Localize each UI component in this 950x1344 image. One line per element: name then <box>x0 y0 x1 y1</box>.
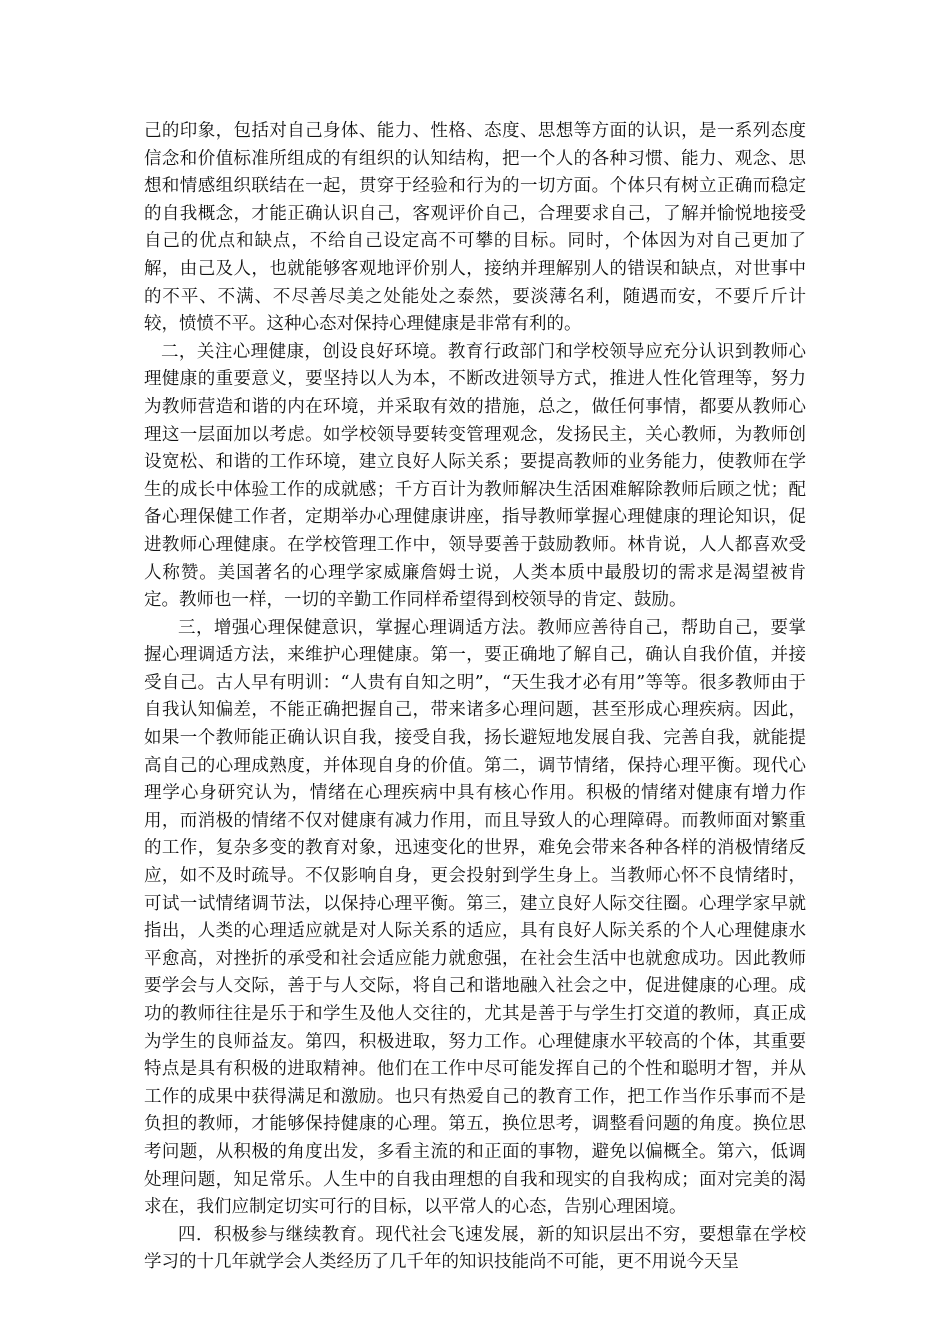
paragraph-section-four: 四．积极参与继续教育。现代社会飞速发展，新的知识层出不穷，要想靠在学校学习的十几年就学会人类经历了几千年的知识技能尚不可能，更不用说今天呈 <box>144 1224 806 1273</box>
document-page <box>144 118 806 1277</box>
paragraph-section-two: 二，关注心理健康，创设良好环境。教育行政部门和学校领导应充分认识到教师心理健康的重要意义，要坚持以人为本，不断改进领导方式，推进人性化管理等，努力为教师营造和谐的内在环境，并采取有效的措施，总之，做任何事情，都要从教师心理这一层面加以考虑。如学校领导要转变管理观念，发扬民主，关心教师，为教师创设宽松、和谐的工作环境，建立良好人际关系；要提高教师的业务能力，使教师在学生的成长中体验工作的成就感；千方百计为教师解决生活困难解除教师后顾之忧；配备心理保健工作者，定期举办心理健康讲座，指导教师掌握心理健康的理论知识，促进教师心理健康。在学校管理工作中，领导要善于鼓励教师。林肯说，人人都喜欢受人称赞。美国著名的心理学家威廉詹姆士说，人类本质中最殷切的需求是渴望被肯定。教师也一样，一切的辛勤工作同样希望得到校领导的肯定、鼓励。 <box>144 341 806 611</box>
paragraph-section-three: 三，增强心理保健意识，掌握心理调适方法。教师应善待自己，帮助自己，要掌握心理调适方法，来维护心理健康。第一，要正确地了解自己，确认自我价值，并接受自己。古人早有明训：“人贵有自知之明”，“天生我才必有用”等等。很多教师由于自我认知偏差，不能正确把握自己，带来诸多心理问题，甚至形成心理疾病。因此，如果一个教师能正确认识自我，接受自我，扬长避短地发展自我、完善自我，就能提高自己的心理成熟度，并体现自身的价值。第二，调节情绪，保持心理平衡。现代心理学心身研究认为，情绪在心理疾病中具有核心作用。积极的情绪对健康有增力作用，而消极的情绪不仅对健康有减力作用，而且导致人的心理障碍。而教师面对繁重的工作，复杂多变的教育对象，迅速变化的世界，难免会带来各种各样的消极情绪反应，如不及时疏导。不仅影响自身，更会投射到学生身上。当教师心怀不良情绪时，可试一试情绪调节法，以保持心理平衡。第三，建立良好人际交往圈。心理学家早就指出，人类的心理适应就是对人际关系的适应，具有良好人际关系的个人心理健康水平愈高，对挫折的承受和社会适应能力就愈强，在社会生活中也就愈成功。因此教师要学会与人交际，善于与人交际，将自己和谐地融入社会之中，促进健康的心理。成功的教师往往是乐于和学生及他人交往的，尤其是善于与学生打交道的教师，真正成为学生的良师益友。第四，积极进取，努力工作。心理健康水平较高的个体，其重要特点是具有积极的进取精神。他们在工作中尽可能发挥自己的个性和聪明才智，并从工作的成果中获得满足和激励。也只有热爱自己的教育工作，把工作当作乐事而不是负担的教师，才能够保持健康的心理。第五，换位思考，调整看问题的角度。换位思考问题，从积极的角度出发，多看主流的和正面的事物，避免以偏概全。第六，低调处理问题，知足常乐。人生中的自我由理想的自我和现实的自我构成；面对完美的渴求在，我们应制定切实可行的目标，以平常人的心态，告别心理困境。 <box>144 617 806 1218</box>
paragraph-self-concept: 己的印象，包括对自己身体、能力、性格、态度、思想等方面的认识，是一系列态度信念和价值标准所组成的有组织的认知结构，把一个人的各种习惯、能力、观念、思想和情感组织联结在一起，贯穿于经验和行为的一切方面。个体只有树立正确而稳定的自我概念，才能正确认识自己，客观评价自己，合理要求自己，了解并愉悦地接受自己的优点和缺点，不给自己设定高不可攀的目标。同时，个体因为对自己更加了解，由己及人，也就能够客观地评价别人，接纳并理解别人的错误和缺点，对世事中的不平、不满、不尽善尽美之处能处之泰然，要淡薄名利，随遇而安，不要斤斤计较，愤愤不平。这种心态对保持心理健康是非常有利的。 <box>144 121 806 335</box>
